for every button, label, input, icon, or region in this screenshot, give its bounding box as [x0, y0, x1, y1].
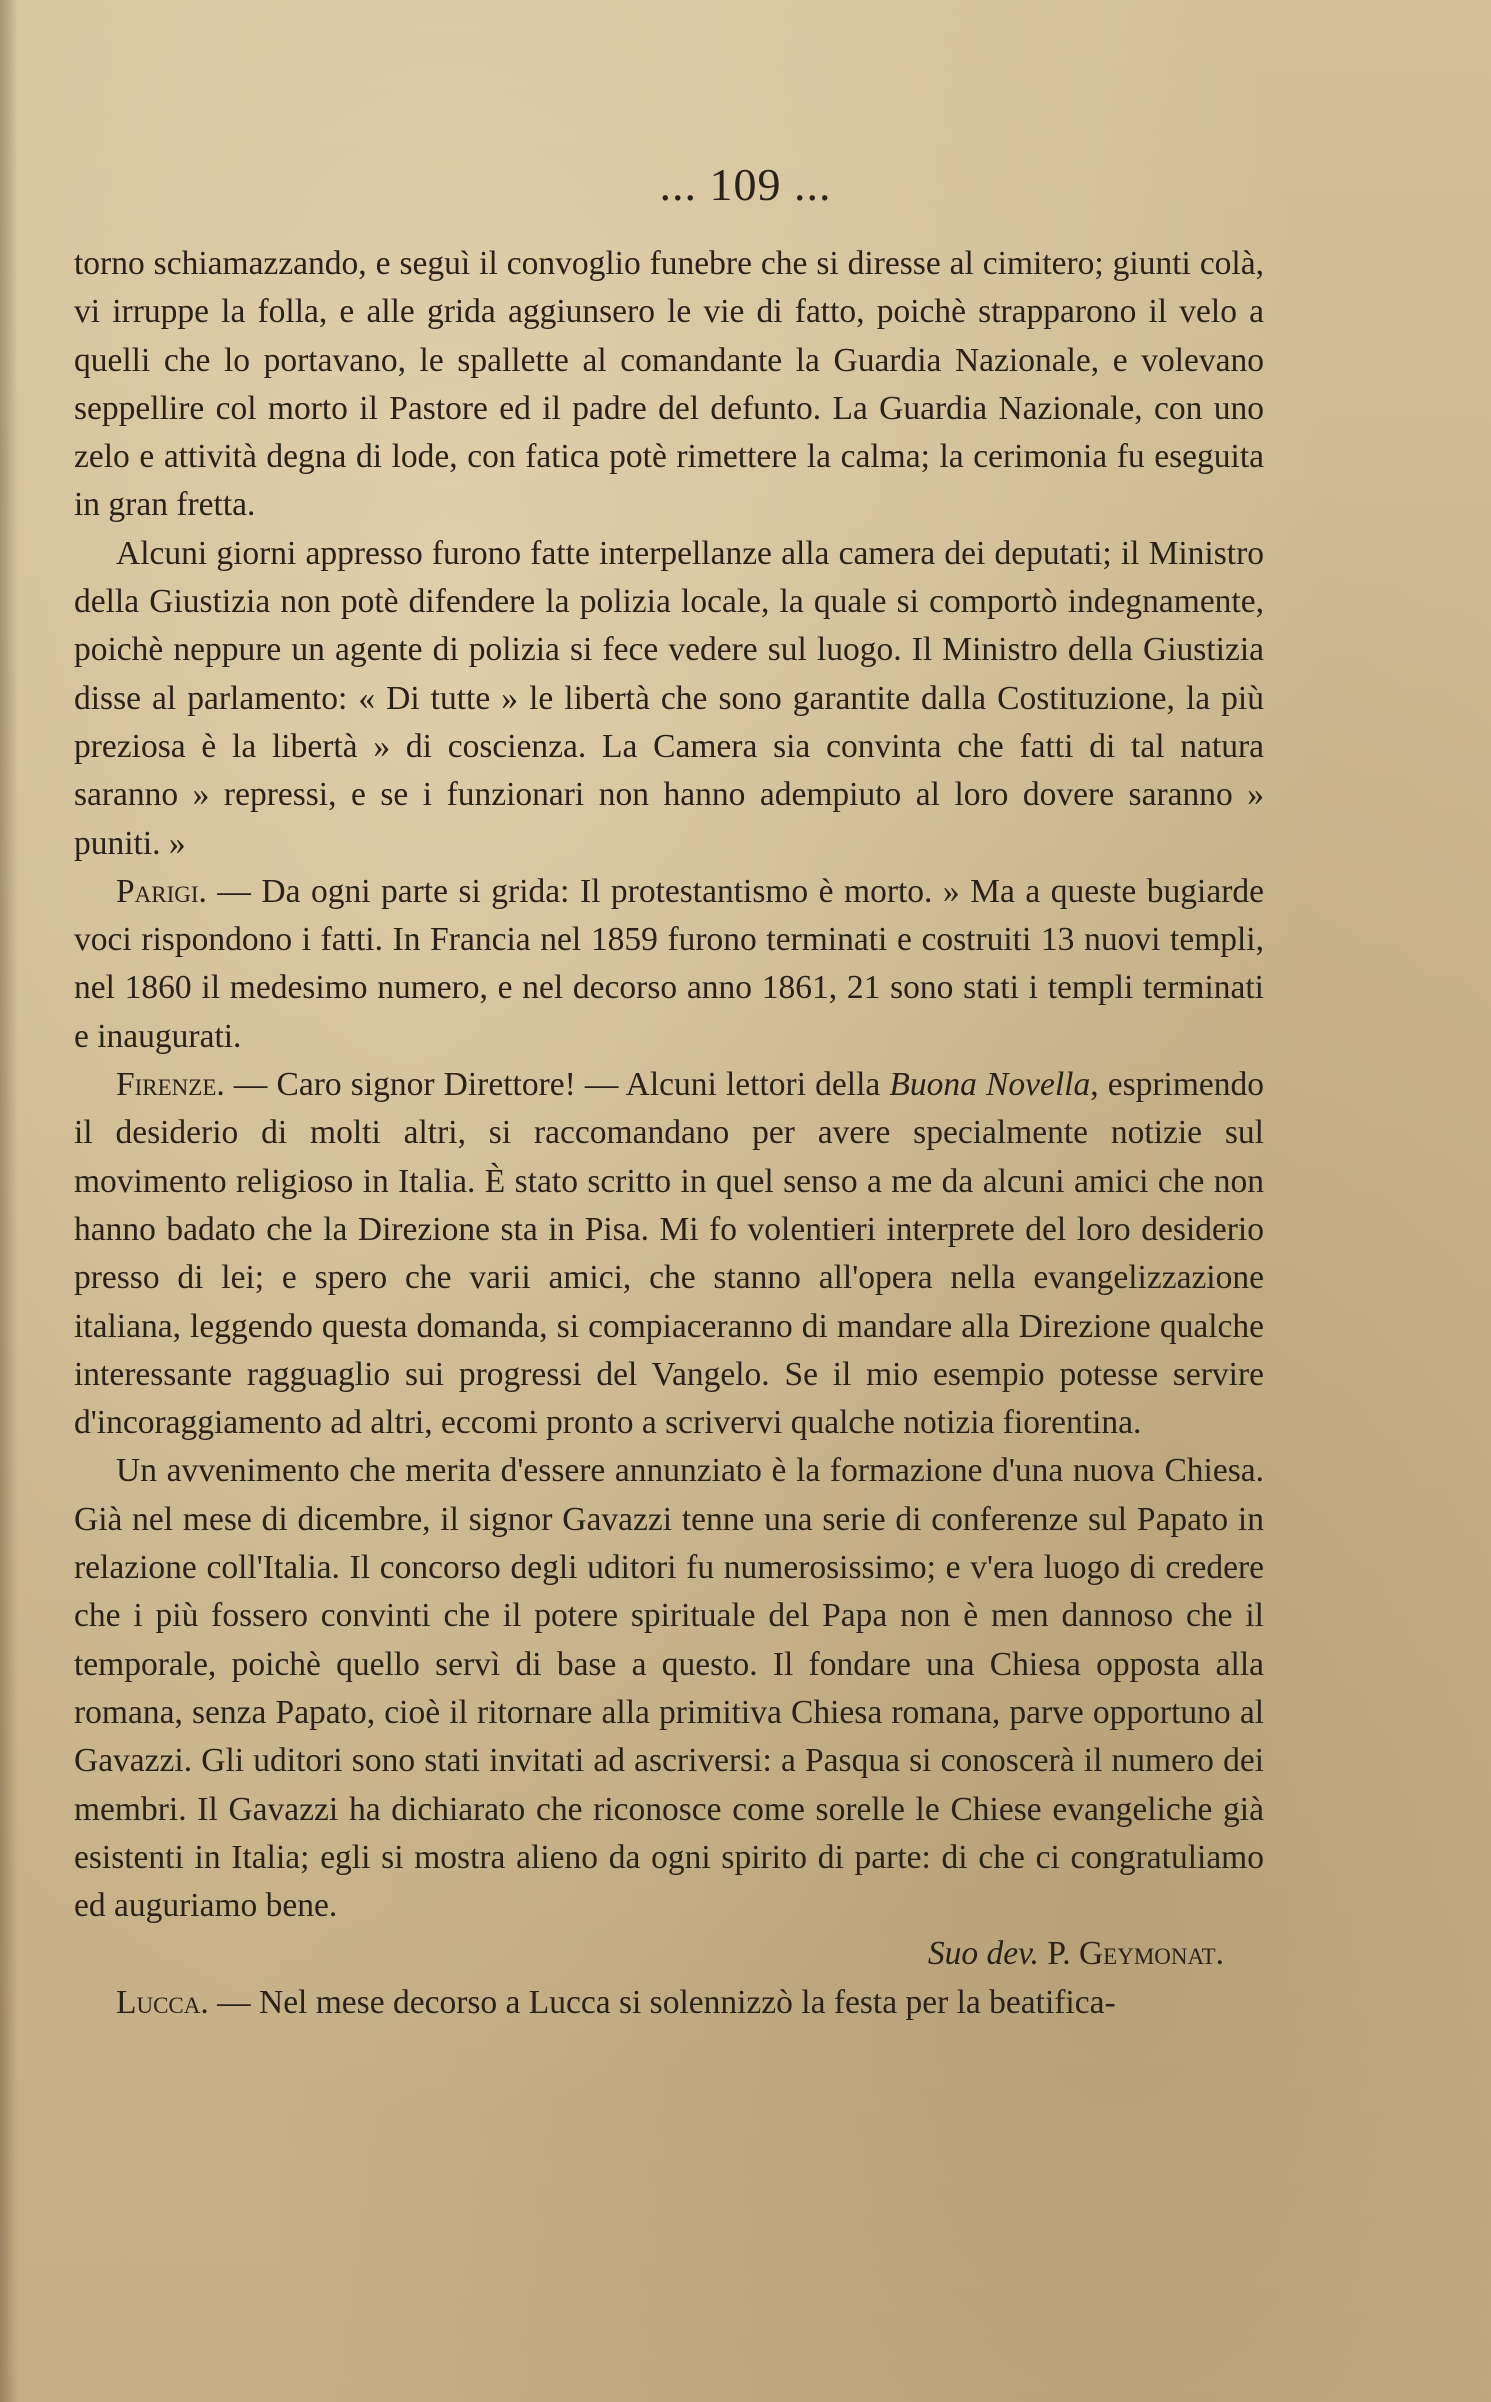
page-edge-shadow: [0, 0, 18, 2402]
heading-lucca: Lucca.: [116, 1983, 209, 2021]
paris-text: — Da ogni parte si grida: Il protestantismo è morto. » Ma a queste bugiarde voci rispondono i fatti. In Francia nel 1859 furono terminati e costruiti 13 nuovi templi, nel 1860 il medesimo numero, e nel decorso anno 1861, 21 sono stati i templi terminati e inaugurati.: [74, 872, 1264, 1055]
paragraph-florence: [74, 1061, 1264, 1447]
heading-florence: Firenze.: [116, 1066, 225, 1104]
journal-title: Buona Novella: [889, 1066, 1091, 1104]
signature-name: P. Geymonat.: [1047, 1935, 1224, 1973]
paragraph-lucca: [74, 1979, 1264, 2027]
signature: [74, 1930, 1264, 1978]
florence-text: , esprimendo il desiderio di molti altri, si raccomandano per avere specialmente notizie sul movimento religioso in Italia. È stato scritto in quel senso a me da alcuni amici che non hanno badato che la Direzione sta in Pisa. Mi fo volentieri interprete del loro desiderio presso di lei; e spero che varii amici, che stanno all'opera nella evangelizzazione italiana, leggendo questa domanda, si compiaceranno di mandare alla Direzione qualche interessante ragguaglio sui progressi del Vangelo. Se il mio esempio potesse servire d'incoraggiamento ad altri, eccomi pronto a scrivervi qualche notizia fiorentina.: [74, 1066, 1265, 1442]
page-number: ... 109 ...: [659, 159, 832, 210]
paragraph-funeral: torno schiamazzando, e seguì il convoglio funebre che si diresse al cimitero; giunti colà, vi irruppe la folla, e alle grida aggiunsero le vie di fatto, poichè strapparono il velo a quelli che lo portavano, le spallette al comandante la Guardia Nazionale, e volevano seppellire col morto il Pastore ed il padre del defunto. La Guardia Nazionale, con uno zelo e attività degna di lode, con fatica potè rimettere la calma; la cerimonia fu eseguita in gran fretta.: [74, 245, 1264, 524]
signature-closing: Suo dev.: [927, 1935, 1039, 1973]
paragraph-interpellation: Alcuni giorni appresso furono fatte interpellanze alla camera dei deputati; il Ministro della Giustizia non potè difendere la polizia locale, la quale si comportò indegnamente, poichè neppure un agente di polizia si fece vedere sul luogo. Il Ministro della Giustizia disse al parlamento: « Di tutte » le libertà che sono garantite dalla Costituzione, la più preziosa è la libertà » di coscienza. La Camera sia convinta che fatti di tal natura saranno » repressi, e se i funzionari non hanno adempiuto al loro dovere saranno » puniti. »: [74, 534, 1264, 862]
lucca-text: — Nel mese decorso a Lucca si solennizzò la festa per la beatifica-: [208, 1983, 1116, 2021]
paragraph-paris: [74, 868, 1264, 1061]
heading-paris: Parigi.: [116, 872, 207, 910]
body-text: [74, 240, 1264, 2027]
florence-intro-text: — Caro signor Direttore! — Alcuni lettori della: [224, 1066, 890, 1104]
paragraph-new-church: Un avvenimento che merita d'essere annunziato è la formazione d'una nuova Chiesa. Già nel mese di dicembre, il signor Gavazzi tenne una serie di conferenze sul Papato in relazione coll'Italia. Il concorso degli uditori fu numerosissimo; e v'era luogo di credere che i più fossero convinti che il potere spirituale del Papa non è men dannoso che il temporale, poichè quello servì di base a questo. Il fondare una Chiesa opposta alla romana, senza Papato, cioè il ritornare alla primitiva Chiesa romana, parve opportuno al Gavazzi. Gli uditori sono stati invitati ad ascriversi: a Pasqua si conoscerà il numero dei membri. Il Gavazzi ha dichiarato che riconosce come sorelle le Chiese evangeliche già esistenti in Italia; egli si mostra alieno da ogni spirito di parte: di che ci congratuliamo ed auguriamo bene.: [74, 1452, 1264, 1925]
